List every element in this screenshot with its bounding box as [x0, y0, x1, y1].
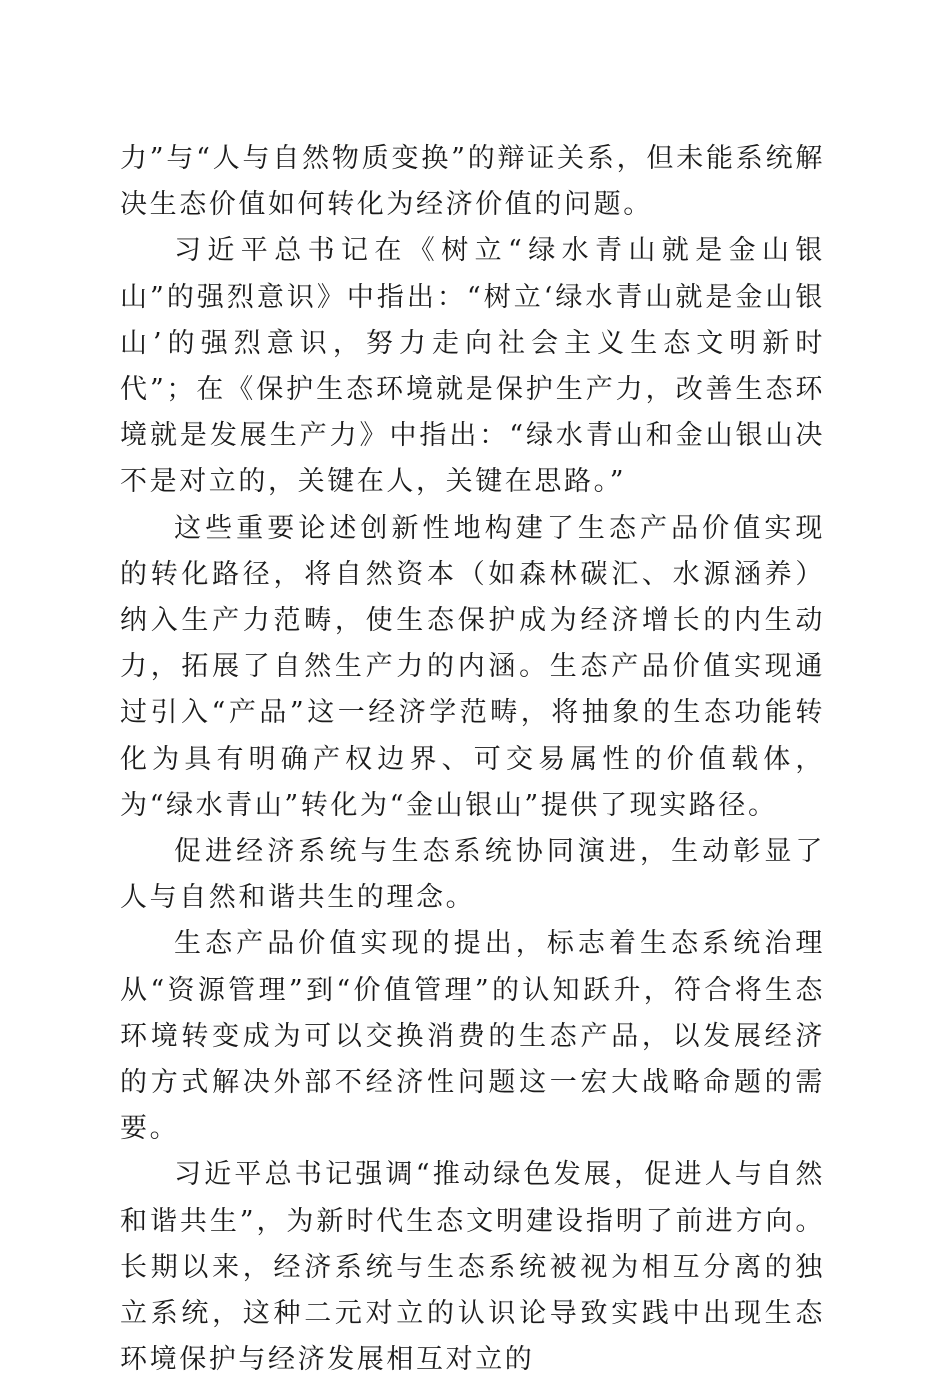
paragraph: 习近平总书记在《树立“绿水青山就是金山银山”的强烈意识》中指出：“树立‘绿水青山就是金山银山’的强烈意识，努力走向社会主义生态文明新时代”；在《保护生态环境就是保护生产力，改善生态环境就是发展生产力》中指出：“绿水青山和金山银山决不是对立的，关键在人，关键在思路。” [120, 235, 825, 498]
paragraph-continuation: 力”与“人与自然物质变换”的辩证关系，但未能系统解决生态价值如何转化为经济价值的问题。 [120, 143, 825, 221]
paragraph: 促进经济系统与生态系统协同演进，生动彰显了人与自然和谐共生的理念。 [120, 836, 825, 914]
paragraph: 生态产品价值实现的提出，标志着生态系统治理从“资源管理”到“价值管理”的认知跃升，符合将生态环境转变成为可以交换消费的生态产品，以发展经济的方式解决外部不经济性问题这一宏大战略命题的需要。 [120, 928, 825, 1145]
paragraph: 习近平总书记强调“推动绿色发展，促进人与自然和谐共生”，为新时代生态文明建设指明了前进方向。长期以来，经济系统与生态系统被视为相互分离的独立系统，这种二元对立的认识论导致实践中出现生态环境保护与经济发展相互对立的 [120, 1159, 825, 1376]
body-text [120, 136, 825, 1383]
paragraph: 这些重要论述创新性地构建了生态产品价值实现的转化路径，将自然资本（如森林碳汇、水源涵养）纳入生产力范畴，使生态保护成为经济增长的内生动力，拓展了自然生产力的内涵。生态产品价值实现通过引入“产品”这一经济学范畴，将抽象的生态功能转化为具有明确产权边界、可交易属性的价值载体，为“绿水青山”转化为“金山银山”提供了现实路径。 [120, 512, 825, 821]
